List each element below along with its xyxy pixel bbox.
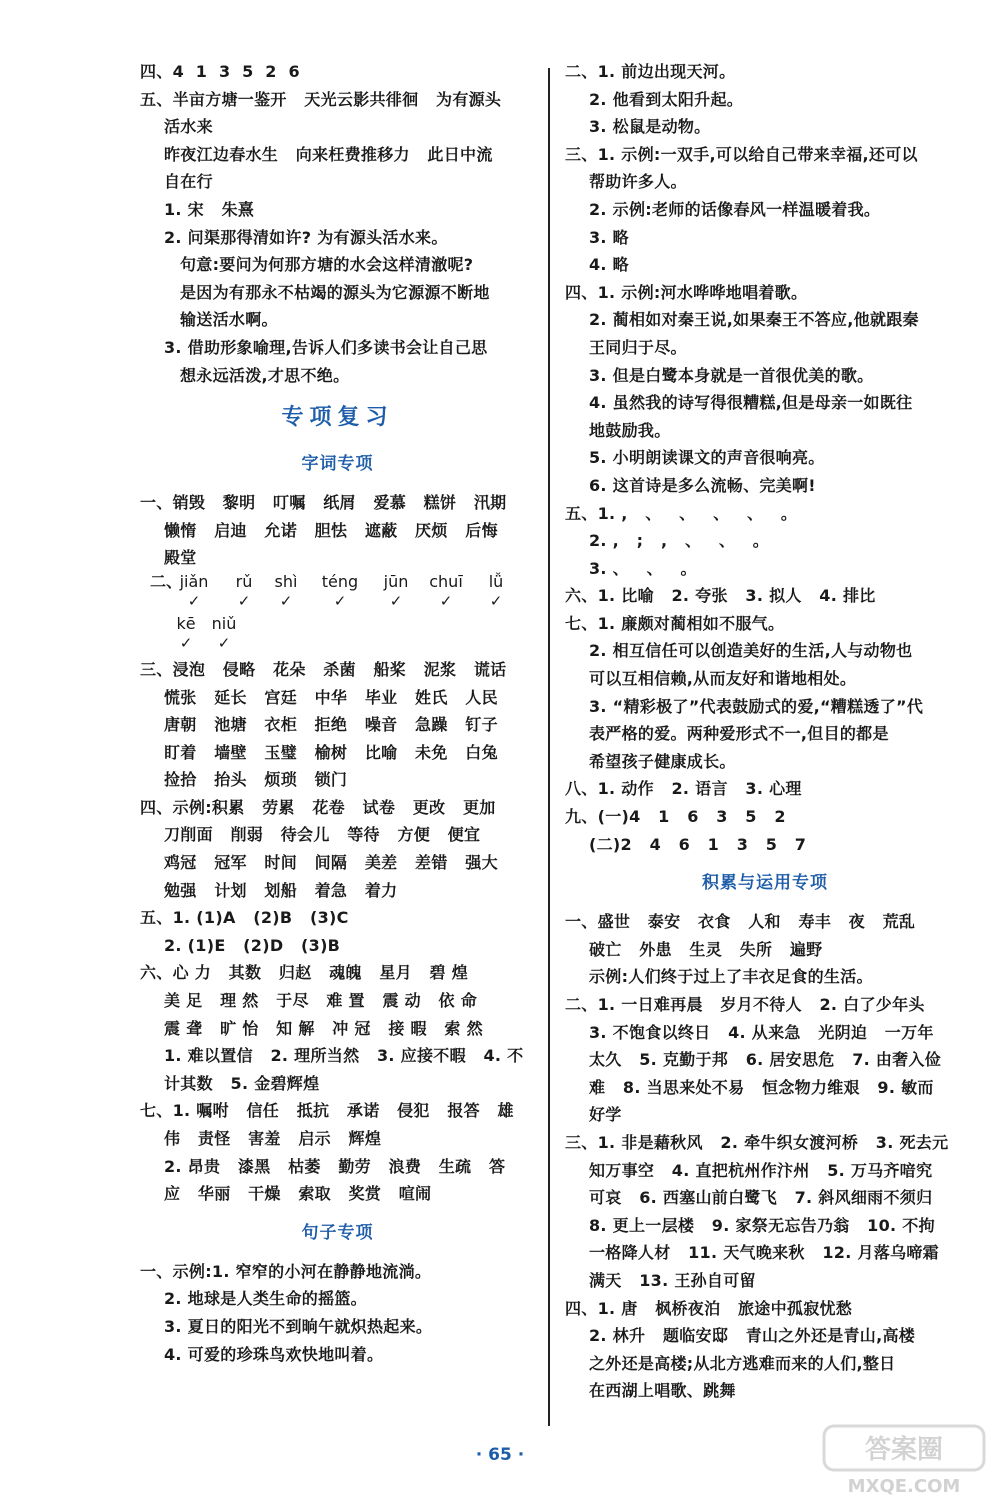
ciyu-answers: [140, 489, 535, 1208]
answer-line: 慌张 延长 宫廷 中华 毕业 姓氏 人民: [164, 687, 498, 707]
pinyin-row-1: [140, 572, 535, 614]
answer-line: 美 足 理 然 于尽 难 置 震 动 依 命: [164, 991, 478, 1011]
page-number: · 65 ·: [475, 1445, 525, 1465]
answer-line: 盯着 墙壁 玉璧 榆树 比喻 未免 白兔: [164, 742, 498, 762]
pinyin-cell: jiǎn ✓: [174, 572, 214, 610]
answer-line: 8. 更上一层楼 9. 家祭无忘告乃翁 10. 不拘: [589, 1215, 935, 1235]
watermark-url: MXQE.COM: [847, 1476, 961, 1497]
checkmark-icon: ✓: [237, 591, 251, 610]
answer-line: 一、示例:1. 窄窄的小河在静静地流淌。: [140, 1261, 432, 1281]
answer-line: 2. 昂贵 漆黑 枯萎 勤劳 浪费 生疏 答: [164, 1156, 506, 1176]
answer-line: 3. 松鼠是动物。: [589, 117, 711, 137]
answer-line: 1. 难以置信 2. 理所当然 3. 应接不暇 4. 不: [164, 1046, 524, 1066]
answer-line: 五、1. (1)A (2)B (3)C: [140, 908, 349, 928]
answer-line: 捡拾 抬头 烦琐 锁门: [164, 770, 348, 790]
answers-block-1: [140, 58, 535, 389]
answer-line: 2. 蔺相如对秦王说,如果秦王不答应,他就跟秦: [589, 310, 919, 330]
watermark-logo: [820, 1420, 990, 1500]
answer-line: 八、1. 动作 2. 语言 3. 心理: [565, 779, 802, 799]
answer-line: 在西湖上唱歌、跳舞: [589, 1381, 736, 1401]
answer-line: 殿堂: [164, 548, 197, 568]
answer-line: 好学: [589, 1105, 622, 1125]
answer-line: 三、1. 示例:一双手,可以给自己带来幸福,还可以: [565, 144, 918, 164]
answer-line: 五、1. , 、 、 、 、 。: [565, 503, 798, 523]
pinyin-cell: chuī ✓: [426, 572, 466, 610]
answer-line: 王同归于尽。: [589, 337, 687, 357]
answer-line: 3. “精彩极了”代表鼓励式的爱,“糟糕透了”代: [589, 696, 924, 716]
answer-line: 满天 13. 王孙自可留: [589, 1270, 756, 1290]
answer-line: 3. 但是白鹭本身就是一首很优美的歌。: [589, 365, 874, 385]
checkmark-icon: ✓: [389, 591, 403, 610]
answer-line: 希望孩子健康成长。: [589, 751, 736, 771]
answer-line: 难 8. 当思来处不易 恒念物力维艰 9. 敏而: [589, 1077, 934, 1097]
checkmark-icon: ✓: [489, 591, 503, 610]
answer-line: 自在行: [164, 172, 213, 192]
answer-line: 四、示例:积累 劳累 花卷 试卷 更改 更加: [140, 797, 496, 817]
answer-line: 之外还是高楼;从北方逃难而来的人们,整日: [589, 1353, 896, 1373]
answer-line: 六、心 力 其数 归赵 魂魄 星月 碧 煌: [140, 963, 468, 983]
answer-line: 可哀 6. 西塞山前白鹭飞 7. 斜风细雨不须归: [589, 1188, 933, 1208]
checkmark-icon: ✓: [333, 591, 347, 610]
answer-line: (二)2 4 6 1 3 5 7: [589, 834, 807, 854]
answer-line: 一、盛世 泰安 衣食 人和 寿丰 夜 荒乱: [565, 912, 916, 932]
section-heading-juzi: 句子专项: [301, 1222, 374, 1243]
answer-line: 七、1. 嘱咐 信任 抵抗 承诺 侵犯 报答 雄: [140, 1101, 514, 1121]
answer-line: 唐朝 池塘 衣柜 拒绝 噪音 急躁 钉子: [164, 715, 498, 735]
answers-block-right-1: [565, 58, 965, 858]
answer-line: 4. 略: [589, 255, 629, 275]
answer-line: 帮助许多人。: [589, 172, 687, 192]
answer-line: 4. 虽然我的诗写得很糟糕,但是母亲一如既往: [589, 393, 913, 413]
answer-line: 勉强 计划 划船 着急 着力: [164, 880, 398, 900]
answer-line: 2. 地球是人类生命的摇篮。: [164, 1289, 367, 1309]
answer-line: 想永远活泼,才思不绝。: [180, 365, 350, 385]
answer-line: 一、销毁 黎明 叮嘱 纸屑 爱慕 糕饼 汛期: [140, 493, 507, 513]
answer-line: 2. , ; , 、 、 。: [589, 531, 770, 551]
answer-line: 太久 5. 克勤于邦 6. 居安思危 7. 由奢入俭: [589, 1050, 942, 1070]
section-heading-main: 专项复习: [281, 405, 394, 431]
answer-line: 3. 略: [589, 227, 629, 247]
pinyin-cell: téng ✓: [321, 571, 359, 610]
juzi-answers: [140, 1258, 535, 1368]
pinyin-cell: jūn ✓: [376, 572, 416, 610]
jilei-answers: [565, 908, 965, 1405]
question-label: 二、: [150, 571, 183, 591]
answer-line: 3. 夏日的阳光不到晌午就炽热起来。: [164, 1316, 433, 1336]
answer-line: 示例:人们终于过上了丰衣足食的生活。: [589, 967, 873, 987]
answer-line: 2. 相互信任可以创造美好的生活,人与动物也: [589, 641, 913, 661]
answer-line: 一格降人材 11. 天气晚来秋 12. 月落乌啼霜: [589, 1243, 939, 1263]
left-column: [140, 58, 535, 1368]
answer-line: 4. 可爱的珍珠鸟欢快地叫着。: [164, 1344, 384, 1364]
answer-line: 应 华丽 干燥 索取 奖赏 喧闹: [164, 1184, 432, 1204]
checkmark-icon: ✓: [179, 633, 193, 652]
pinyin-cell: rǔ ✓: [224, 572, 264, 610]
section-heading-jilei: 积累与运用专项: [702, 873, 828, 894]
answer-line: 四、1. 示例:河水哗哗地唱着歌。: [565, 282, 808, 302]
pinyin-cell: niǔ ✓: [204, 614, 244, 652]
answer-line: 6. 这首诗是多么流畅、完美啊!: [589, 475, 816, 495]
answer-line: 九、(一)4 1 6 3 5 2: [565, 807, 786, 827]
answer-line: 3. 借助形象喻理,告诉人们多读书会让自己思: [164, 337, 488, 357]
checkmark-icon: ✓: [187, 591, 201, 610]
answer-line: 七、1. 廉颇对蔺相如不服气。: [565, 613, 785, 633]
answer-line: 3. 不饱食以终日 4. 从来急 光阴迫 一万年: [589, 1022, 934, 1042]
pinyin-cell: kē ✓: [166, 614, 206, 652]
answer-line: 二、1. 前边出现天河。: [565, 62, 736, 81]
answer-line: 地鼓励我。: [589, 420, 671, 440]
answer-line: 四、1. 唐 枫桥夜泊 旅途中孤寂忧愁: [565, 1298, 853, 1318]
answer-line: 2. 他看到太阳升起。: [589, 89, 744, 109]
answer-line: 句意:要问为何那方塘的水会这样清澈呢?: [180, 255, 474, 275]
answer-line: 2. 示例:老师的话像春风一样温暖着我。: [589, 199, 881, 219]
answer-line: 3. 、 、 。: [589, 558, 697, 578]
pinyin-cell: lǚ ✓: [476, 572, 516, 610]
pinyin-cell: shì ✓: [266, 572, 306, 610]
section-heading-ciyu: 字词专项: [301, 454, 374, 475]
answer-line: 伟 责怪 害羞 启示 辉煌: [164, 1129, 382, 1148]
answer-line: 鸡冠 冠军 时间 间隔 美差 差错 强大: [164, 853, 498, 873]
pinyin-row-2: [140, 614, 535, 656]
answer-line: 表严格的爱。两种爱形式不一,但目的都是: [589, 724, 889, 744]
answer-line: 二、1. 一日难再晨 岁月不待人 2. 白了少年头: [565, 995, 925, 1014]
watermark-text: 答案圈: [864, 1435, 944, 1465]
answer-line: 震 聋 旷 怡 知 解 冲 冠 接 暇 索 然: [164, 1018, 483, 1038]
answer-line: 5. 小明朗读课文的声音很响亮。: [589, 448, 825, 468]
answer-line: 知万事空 4. 直把杭州作汴州 5. 万马齐喑究: [589, 1160, 933, 1180]
right-column: [565, 58, 965, 1405]
answer-line: 2. (1)E (2)D (3)B: [164, 935, 341, 955]
checkmark-icon: ✓: [279, 591, 293, 610]
checkmark-icon: ✓: [217, 633, 231, 652]
answer-line: 2. 林升 题临安邸 青山之外还是青山,高楼: [589, 1326, 916, 1346]
answer-line: 三、1. 非是藉秋风 2. 牵牛织女渡河桥 3. 死去元: [565, 1132, 949, 1152]
answer-line: 可以互相信赖,从而友好和谐地相处。: [589, 669, 857, 689]
answer-line: 五、半亩方塘一鉴开 天光云影共徘徊 为有源头: [140, 89, 502, 109]
checkmark-icon: ✓: [439, 591, 453, 610]
answer-line: 1. 宋 朱熹: [164, 199, 255, 219]
answer-line: 破亡 外患 生灵 失所 遍野: [589, 939, 823, 959]
answer-line: 计其数 5. 金碧辉煌: [164, 1073, 320, 1093]
answer-line: 2. 问渠那得清如许? 为有源头活水来。: [164, 227, 448, 247]
answer-line: 活水来: [164, 117, 213, 137]
answer-line: 三、浸泡 侵略 花朵 杀菌 船桨 泥浆 谎话: [140, 659, 507, 679]
answer-line: 输送活水啊。: [180, 310, 278, 330]
column-divider: [548, 68, 550, 1426]
answer-line: 是因为有那永不枯竭的源头为它源源不断地: [180, 282, 490, 302]
answer-line: 懒惰 启迪 允诺 胆怯 遮蔽 厌烦 后悔: [164, 520, 498, 540]
answer-line: 昨夜江边春水生 向来枉费推移力 此日中流: [164, 144, 493, 164]
answer-line: 刀削面 削弱 待会儿 等待 方便 便宜: [164, 825, 481, 845]
answer-line: 四、4 1 3 5 2 6: [140, 62, 300, 81]
answer-line: 六、1. 比喻 2. 夸张 3. 拟人 4. 排比: [565, 586, 876, 606]
